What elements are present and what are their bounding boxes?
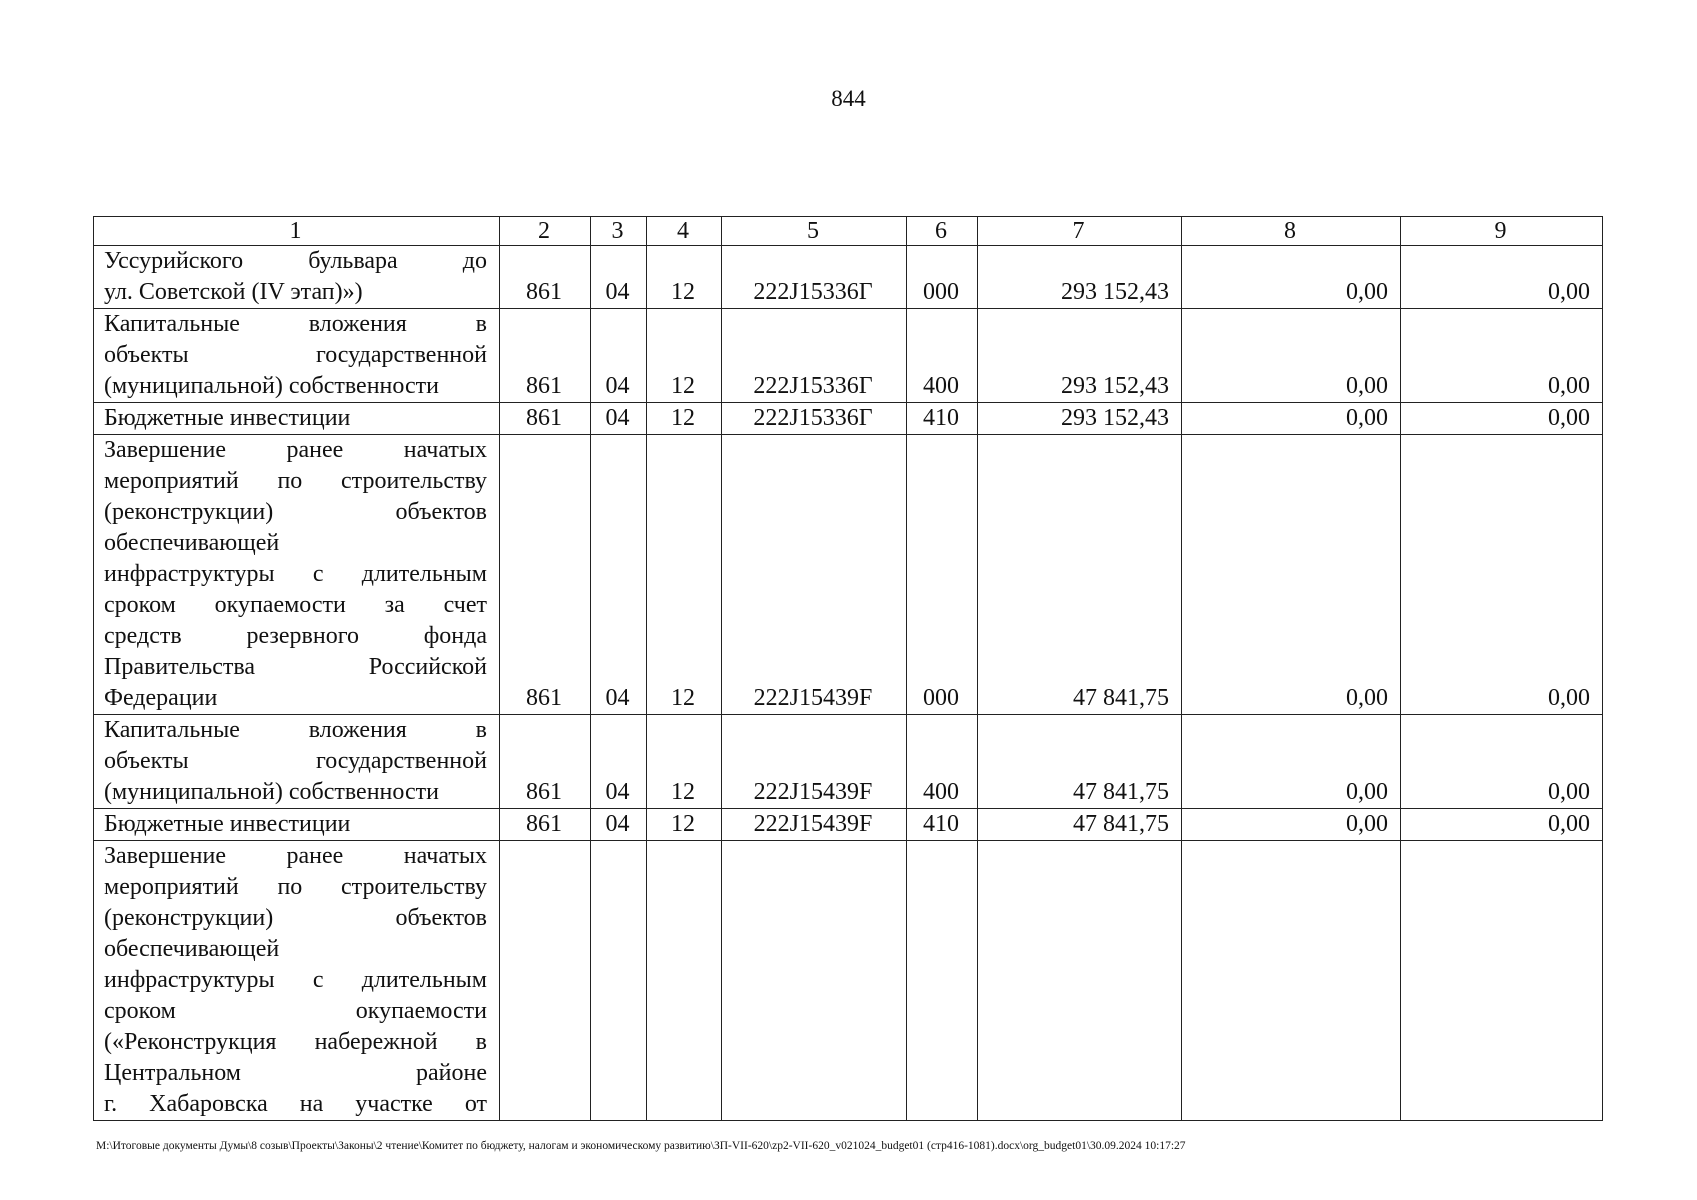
- header-cell: 4: [647, 217, 722, 246]
- page-number: 844: [831, 86, 866, 111]
- amount-cell: 0,00: [1182, 403, 1401, 435]
- description-line: объекты государственной: [104, 342, 487, 368]
- description-line: г. Хабаровска на участке от: [104, 1091, 487, 1117]
- subsection-code-cell: 12: [647, 435, 722, 715]
- admin-code-cell: 861: [500, 809, 591, 841]
- amount-cell: 0,00: [1401, 309, 1603, 403]
- header-cell: 7: [978, 217, 1182, 246]
- description-line: сроком окупаемости за счет: [104, 592, 487, 618]
- section-code-cell: 04: [591, 246, 647, 309]
- admin-code-cell: 861: [500, 309, 591, 403]
- admin-code-cell: 861: [500, 435, 591, 715]
- description-line: Уссурийского бульвара до: [104, 248, 487, 274]
- section-code-cell: [591, 841, 647, 1121]
- header-cell: 6: [907, 217, 978, 246]
- description-line: инфраструктуры с длительным: [104, 967, 487, 993]
- expense-type-cell: 000: [907, 246, 978, 309]
- header-cell: 3: [591, 217, 647, 246]
- description-line: объекты государственной: [104, 748, 487, 774]
- header-cell: 5: [722, 217, 907, 246]
- target-article-cell: 222J15336Г: [722, 403, 907, 435]
- table-row: [94, 809, 1603, 841]
- amount-cell: [1401, 841, 1603, 1121]
- target-article-cell: [722, 841, 907, 1121]
- description-line: Бюджетные инвестиции: [104, 405, 351, 431]
- table-header-row: [94, 217, 1603, 246]
- amount-cell: 0,00: [1182, 715, 1401, 809]
- section-code-cell: 04: [591, 403, 647, 435]
- admin-code-cell: 861: [500, 403, 591, 435]
- amount-cell: 0,00: [1182, 435, 1401, 715]
- description-line: ул. Советской (IV этап)»): [104, 279, 363, 305]
- description-line: Завершение ранее начатых: [104, 437, 487, 463]
- target-article-cell: 222J15439F: [722, 809, 907, 841]
- target-article-cell: 222J15439F: [722, 435, 907, 715]
- amount-cell: 293 152,43: [978, 309, 1182, 403]
- subsection-code-cell: 12: [647, 403, 722, 435]
- amount-cell: 47 841,75: [978, 809, 1182, 841]
- amount-cell: 0,00: [1401, 403, 1603, 435]
- description-line: Завершение ранее начатых: [104, 843, 487, 869]
- description-cell: [94, 715, 500, 809]
- amount-cell: 293 152,43: [978, 403, 1182, 435]
- description-line: обеспечивающей: [104, 936, 280, 962]
- amount-cell: [978, 841, 1182, 1121]
- description-line: Центральном районе: [104, 1060, 487, 1086]
- expense-type-cell: 400: [907, 715, 978, 809]
- expense-type-cell: 000: [907, 435, 978, 715]
- amount-cell: 0,00: [1401, 246, 1603, 309]
- amount-cell: 0,00: [1401, 809, 1603, 841]
- header-cell: 8: [1182, 217, 1401, 246]
- admin-code-cell: 861: [500, 715, 591, 809]
- amount-cell: 0,00: [1182, 309, 1401, 403]
- description-line: Федерации: [104, 685, 218, 711]
- description-cell: [94, 246, 500, 309]
- description-line: инфраструктуры с длительным: [104, 561, 487, 587]
- expense-type-cell: 410: [907, 809, 978, 841]
- subsection-code-cell: 12: [647, 309, 722, 403]
- footer-file-path: M:\Итоговые документы Думы\8 созыв\Проекты\Законы\2 чтение\Комитет по бюджету, налогам и экономическому развитию\ЗП-VII-620\zp2-VII-620_v021024_budget01 (стр416-1081).docx\org_budget01\30.09.2024 10:17:27: [96, 1140, 1186, 1152]
- amount-cell: 293 152,43: [978, 246, 1182, 309]
- table-row: [94, 715, 1603, 809]
- description-line: Правительства Российской: [104, 654, 487, 680]
- header-cell: 2: [500, 217, 591, 246]
- subsection-code-cell: 12: [647, 246, 722, 309]
- table-row: [94, 246, 1603, 309]
- target-article-cell: 222J15439F: [722, 715, 907, 809]
- description-cell: [94, 309, 500, 403]
- section-code-cell: 04: [591, 309, 647, 403]
- amount-cell: 0,00: [1401, 435, 1603, 715]
- header-cell: 1: [94, 217, 500, 246]
- amount-cell: 47 841,75: [978, 715, 1182, 809]
- description-line: обеспечивающей: [104, 530, 280, 556]
- description-cell: [94, 809, 500, 841]
- admin-code-cell: [500, 841, 591, 1121]
- description-line: Бюджетные инвестиции: [104, 811, 351, 837]
- description-line: мероприятий по строительству: [104, 874, 487, 900]
- description-line: (реконструкции) объектов: [104, 499, 487, 525]
- table-row: [94, 309, 1603, 403]
- header-cell: 9: [1401, 217, 1603, 246]
- description-line: (реконструкции) объектов: [104, 905, 487, 931]
- section-code-cell: 04: [591, 715, 647, 809]
- subsection-code-cell: 12: [647, 809, 722, 841]
- table-row: [94, 403, 1603, 435]
- target-article-cell: 222J15336Г: [722, 246, 907, 309]
- expense-type-cell: 400: [907, 309, 978, 403]
- description-line: («Реконструкция набережной в: [104, 1029, 487, 1055]
- description-cell: [94, 841, 500, 1121]
- section-code-cell: 04: [591, 435, 647, 715]
- description-line: (муниципальной) собственности: [104, 779, 439, 805]
- description-line: средств резервного фонда: [104, 623, 487, 649]
- expense-type-cell: [907, 841, 978, 1121]
- admin-code-cell: 861: [500, 246, 591, 309]
- description-line: сроком окупаемости: [104, 998, 487, 1024]
- description-line: Капитальные вложения в: [104, 311, 487, 337]
- table-row: [94, 435, 1603, 715]
- amount-cell: 47 841,75: [978, 435, 1182, 715]
- amount-cell: 0,00: [1182, 809, 1401, 841]
- subsection-code-cell: [647, 841, 722, 1121]
- amount-cell: 0,00: [1182, 246, 1401, 309]
- table-row: [94, 841, 1603, 1121]
- amount-cell: [1182, 841, 1401, 1121]
- expense-type-cell: 410: [907, 403, 978, 435]
- description-cell: [94, 403, 500, 435]
- section-code-cell: 04: [591, 809, 647, 841]
- description-line: мероприятий по строительству: [104, 468, 487, 494]
- budget-table: [93, 216, 1603, 1121]
- description-line: (муниципальной) собственности: [104, 373, 439, 399]
- amount-cell: 0,00: [1401, 715, 1603, 809]
- description-cell: [94, 435, 500, 715]
- description-line: Капитальные вложения в: [104, 717, 487, 743]
- target-article-cell: 222J15336Г: [722, 309, 907, 403]
- subsection-code-cell: 12: [647, 715, 722, 809]
